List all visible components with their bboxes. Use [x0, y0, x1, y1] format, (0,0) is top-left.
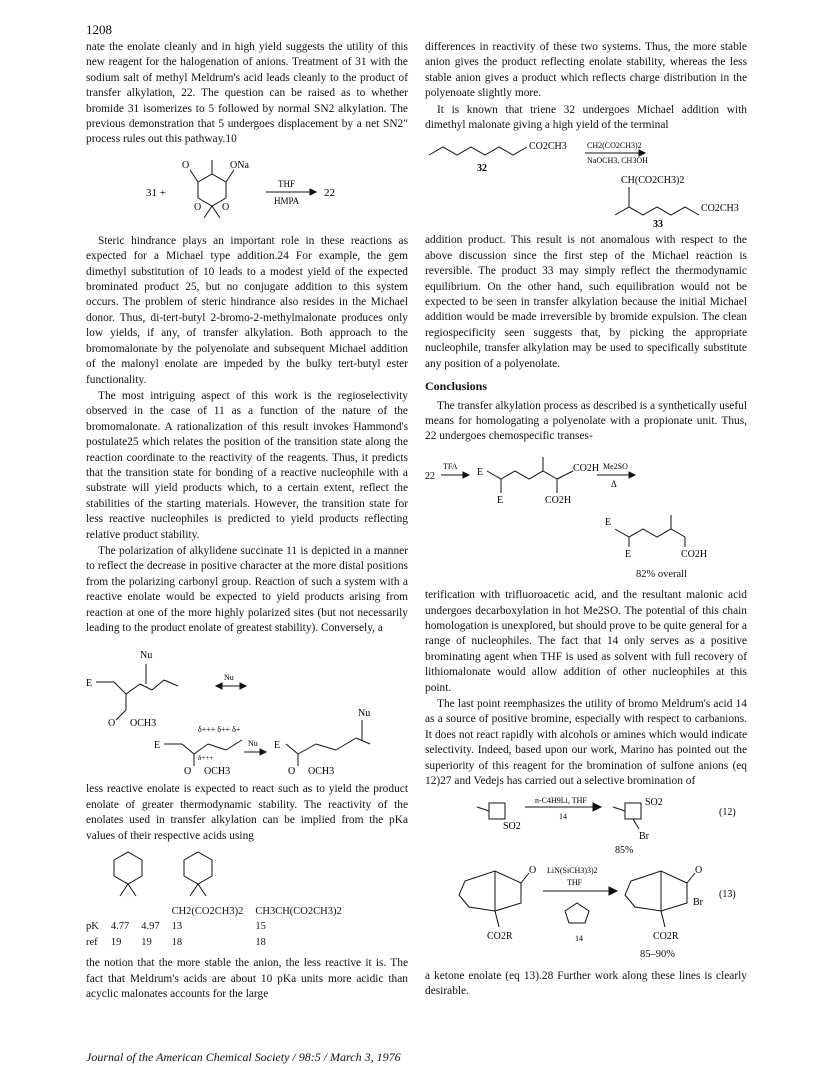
journal-footer: Journal of the American Chemical Society / 98:5 / March 3, 1976: [86, 1050, 401, 1064]
paragraph: nate the enolate cleanly and in high yield suggests the utility of this new reagent for the halogenation of anions. Treatment of 31 with the sodium salt of methyl Meldrum's acid leads cleanly to the product of transfer alkylation, 22. The question can be raised as to whether bromide 31 isomerizes to 5 followed by normal SN2 alkylation. The previous demonstration that 5 undergoes displacement by a net SN2″ process rules out this pathway.10: [86, 41, 408, 146]
condition-top: THF: [278, 178, 296, 189]
pk-row-label: pK: [86, 921, 99, 933]
paragraph: terification with trifluoroacetic acid, and the resultant malonic acid undergoes decarboxylation in hot Me2SO. The potential of this chain homologation is unexplored, but should prove to be quite general for a range of nucleophiles. The fact that 14 only serves as a positive brominating agent when THF is used as solvent with full recovery of lithiomalonate would allow addition of other nucleophiles at this point.: [425, 589, 747, 694]
paragraph: The polarization of alkylidene succinate 11 is depicted in a manner to reflect the decrease in positive character at the more distal positions from the polarizing carbonyl group. Reaction of such a system with a reactive enolate would be expected to yield products arising from reaction at one of the more highly polarized sites (but not necessarily leading to the product enolate of greatest stability). Conversely, a: [86, 544, 408, 634]
substituent-label: CH(CO2CH3)2: [621, 175, 685, 187]
ref-value: 19: [110, 936, 122, 948]
start-label: 22: [425, 470, 435, 482]
e-label: E: [274, 740, 281, 752]
yield-label: 85–90%: [640, 949, 675, 961]
e-label: E: [154, 740, 161, 752]
condition-top: n-C4H9Li, THF: [535, 796, 587, 806]
ester-label: CO2CH3: [529, 141, 567, 153]
ref-row-label: ref: [86, 936, 98, 948]
section-heading: Conclusions: [425, 379, 488, 394]
pk-value: 13: [171, 921, 183, 933]
sulfone-label: SO2: [645, 797, 663, 809]
acid-label: CO2H: [681, 548, 708, 560]
e-label: E: [477, 466, 484, 478]
sulfone-label: SO2: [503, 821, 521, 833]
ref-value: 18: [255, 936, 266, 948]
och3-label: OCH3: [308, 766, 335, 778]
svg-text:O: O: [194, 201, 202, 213]
paragraph: Steric hindrance plays an important role in these reactions as expected for a Michael type addition.24 For example, the gem dimethyl substitution of 10 leads to a modest yield of the expected brominated product 25, but no conjugate addition to this system occurs. The problem of steric hindrance also resides in the Michael donor. Thus, di-tert-butyl 2-bromo-2-methylmalonate produces only low yields, if any, of transfer alkylation. Both approach to the bromomalonate by the polyenolate and subsequent Michael addition of the malonyl enolate are impeded by the bulky tert-butyl ester functionality.: [86, 234, 408, 386]
yield-label: 82% overall: [635, 568, 687, 580]
svg-text:O: O: [108, 718, 116, 730]
e-label: E: [625, 548, 632, 560]
equation-number: (13): [719, 889, 736, 901]
compound-label: [111, 904, 141, 919]
condition-bottom: 14: [575, 934, 583, 944]
ref-value: 18: [171, 936, 183, 948]
paragraph: the notion that the more stable the anion, the less reactive it is. The fact that Meldrum's acids are about 10 pKa units more acidic than acyclic malonates accounts for the large: [86, 957, 408, 1001]
ester-label: CO2R: [653, 931, 679, 943]
pk-value: 15: [255, 921, 266, 933]
equation-13: [425, 861, 747, 947]
svg-text:Nu: Nu: [224, 673, 234, 683]
condition-middle: THF: [567, 878, 583, 888]
compound-number: 32: [477, 163, 487, 175]
condition-top: CH2(CO2CH3)2: [587, 141, 642, 151]
heat-label: Δ: [611, 478, 617, 489]
e-label: E: [497, 494, 504, 506]
e-label: E: [86, 678, 93, 690]
ketone-label: O: [695, 865, 703, 877]
scheme-homologation: [425, 449, 747, 567]
condition-bottom: NaOCH3, CH3OH: [587, 156, 648, 166]
och3-label: OCH3: [130, 718, 157, 730]
paragraph: differences in reactivity of these two systems. Thus, the more stable anion gives the product reflecting enolate stability, whereas the less stable anion gives a product which reflects charge distribution in the polyenoate slightly more.: [425, 41, 747, 100]
svg-text:O: O: [184, 766, 192, 778]
bromine-label: Br: [693, 897, 703, 909]
reagent-label: TFA: [443, 461, 458, 471]
scheme-meldrum-alkylation: [86, 152, 408, 230]
delta-label: δ+++: [198, 754, 214, 763]
och3-label: OCH3: [204, 766, 231, 778]
product-label: 22: [324, 186, 335, 199]
svg-text:O: O: [182, 159, 190, 171]
reactant-label: 31 +: [146, 186, 166, 199]
condition-top: LiN(SiCH3)3)2: [547, 866, 598, 876]
left-column: [86, 40, 408, 1003]
paragraph: less reactive enolate is expected to react such as to yield the product enolate of greater thermodynamic stability. The reactivity of the enolates used in transfer alkylation can be implied from the pKa values of their respective acids using: [86, 783, 408, 842]
compound-label: CH2(CO2CH3)2: [171, 906, 244, 918]
svg-text:Nu: Nu: [248, 739, 258, 749]
meldrum-structures: [86, 848, 408, 900]
svg-text:O: O: [288, 766, 296, 778]
paragraph: addition product. This result is not anomalous with respect to the above discussion since the first step of the Michael reaction is reversible. The product 33 may simply reflect the thermodynamic equilibrium. On the other hand, such equilibration would not be expected to be seen in transfer alkylation because the initial Michael addition would be made irreversible by bromide expulsion. The clean regiospecificity seen suggests that, by picking the appropriate nucleophile, transfer alkylation may be used to specifically substitute any position of a polyenolate.: [425, 234, 747, 370]
paragraph: The transfer alkylation process as described is a synthetically useful means for homologating a polyenolate with a propionate unit. Thus, 22 undergoes chemospecific transes-: [425, 399, 747, 443]
acid-label: CO2H: [573, 462, 600, 474]
equation-12: [425, 793, 747, 857]
delta-labels: δ+++ δ++ δ+: [198, 725, 241, 735]
equation-number: (12): [719, 807, 736, 819]
paragraph: a ketone enolate (eq 13).28 Further work along these lines is clearly desirable.: [425, 969, 747, 998]
ketone-label: O: [529, 865, 537, 877]
compound-label: CH3CH(CO2CH3)2: [255, 906, 342, 918]
pk-value: 4.77: [110, 921, 130, 933]
svg-text:O: O: [222, 201, 230, 213]
acid-label: CO2H: [545, 494, 572, 506]
paragraph: The last point reemphasizes the utility of bromo Meldrum's acid 14 as a source of positive bromine, especially with respect to carbanions. It does not react rapidly with alcohols or amines which would indicate selectivity. Indeed, based upon our work, Marino has pointed out the superiority of this reagent for the bromination of sulfone anions (eq 12)27 and Vedejs has carried out a selective bromination of: [425, 697, 747, 787]
page-number: 1208: [86, 22, 112, 37]
condition-bottom: 14: [559, 812, 567, 822]
ona-label: ONa: [230, 159, 249, 171]
pk-value: 4.97: [141, 921, 160, 933]
compound-label: [141, 904, 171, 919]
bromine-label: Br: [639, 831, 649, 843]
pk-row-label: [86, 904, 111, 919]
pka-table: [86, 904, 354, 950]
ref-value: 19: [141, 936, 152, 948]
nu-label: Nu: [140, 650, 153, 662]
paragraph: It is known that triene 32 undergoes Michael addition with dimethyl malonate giving a high yield of the terminal: [425, 103, 747, 132]
e-label: E: [605, 516, 612, 528]
reagent-label: Me2SO: [603, 461, 628, 471]
ester-label: CO2R: [487, 931, 513, 943]
yield-label: 85%: [615, 845, 634, 857]
ester-label: CO2CH3: [701, 203, 739, 215]
right-column: [425, 40, 747, 1001]
scheme-polarization: [86, 640, 408, 778]
compound-number: 33: [653, 219, 663, 230]
condition-bottom: HMPA: [274, 195, 300, 206]
paragraph: The most intriguing aspect of this work is the regioselectivity observed in the case of 11 as a function of the nature of the bromomalonate. A rationalization of this result invokes Hammond's postulate25 which relates the position of the transition state along the reaction coordinate to the reactivity of the reagents. Thus, it predicts that the transition state for bonding of a reactive nucleophile with a substrate will yield products which, to a certain extent, reflect the stabilities of the starting materials. However, the transition state for less reactive nucleophiles is predicted to yield products reflecting relative product stability.: [86, 389, 408, 541]
scheme-michael-addition: [425, 137, 747, 229]
nu-label: Nu: [358, 708, 371, 720]
